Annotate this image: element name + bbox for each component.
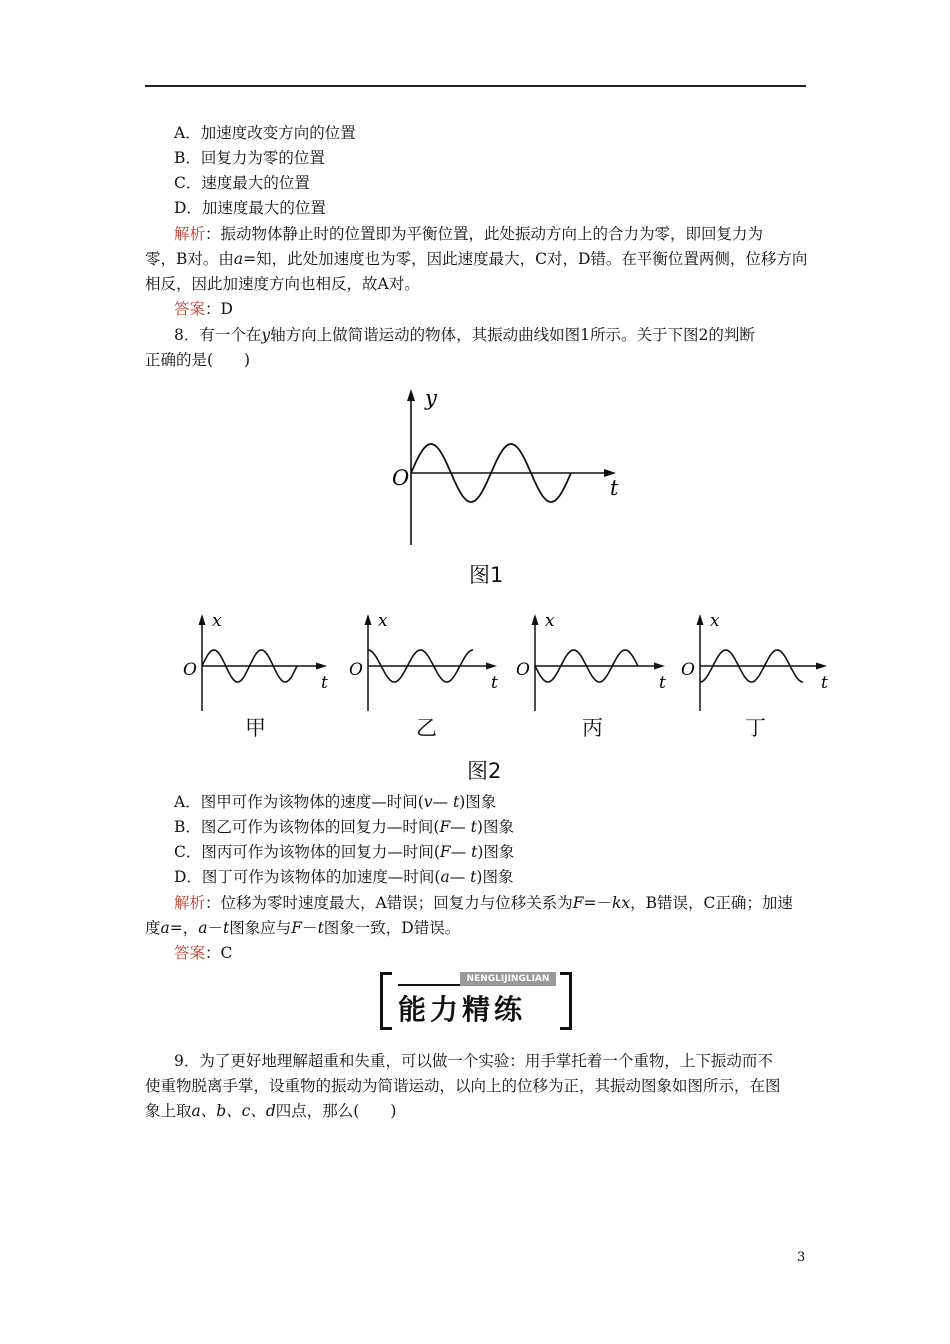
analysis-text: =，: [169, 919, 199, 937]
fig2-panel-jia: [183, 611, 328, 711]
analysis-text: －: [207, 919, 224, 937]
q9-line3: [145, 1101, 396, 1121]
analysis-text: ，B错误，C正确；加速: [630, 894, 793, 912]
var-a: a: [160, 919, 170, 937]
analysis-text: ：振动物体静止时的位置即为平衡位置，此处振动方向上的合力为零，即回复力为: [205, 225, 764, 243]
q8-analysis-line2: [145, 918, 460, 938]
answer-value: ：D: [205, 300, 233, 318]
fig1-x-label: t: [610, 476, 619, 500]
analysis-text: ：位移为零时速度最大，A错误；回复力与位移关系为: [205, 894, 573, 912]
fig2-panel-yi: [349, 611, 498, 711]
figure-1: [380, 385, 630, 550]
fig2-x-label: t: [821, 673, 828, 693]
option-text: —: [450, 818, 471, 836]
var-F: F: [572, 894, 584, 912]
q8-stem-line2: 正确的是( ): [145, 351, 251, 369]
analysis-text: 零，B对。由: [145, 250, 234, 268]
analysis-text: =知，此处加速度也为零，因此速度最大，C对，D错。在平衡位置两侧，位移方向: [243, 250, 808, 268]
option-text: )图象: [459, 793, 497, 811]
option-var: t: [452, 793, 460, 811]
q8-option-a: [174, 792, 496, 812]
fig2-x-arrow: [816, 663, 827, 670]
var-y: y: [261, 326, 271, 344]
header-rule: [145, 85, 806, 87]
page-number: 3: [797, 1250, 806, 1265]
q7-answer: [174, 299, 233, 319]
option-text: —: [449, 868, 471, 886]
fig2-y-label: x: [378, 611, 388, 631]
option-text: )图象: [476, 868, 514, 886]
analysis-label: 解析: [174, 225, 206, 243]
fig1-y-arrow: [407, 389, 415, 401]
analysis-text: 图象应与: [229, 919, 292, 937]
fig2-panel-name-ding: 丁: [745, 716, 766, 740]
answer-label: 答案: [174, 944, 206, 962]
answer-value: ：C: [205, 944, 233, 962]
q8-option-c: [174, 842, 514, 862]
banner-right-bracket: [560, 972, 572, 1030]
option-text: —: [450, 843, 472, 861]
fig2-x-arrow: [654, 663, 665, 670]
var-kx: kx: [611, 894, 631, 912]
fig2-panel-name-bing: 丙: [582, 716, 603, 740]
fig2-y-label: x: [212, 611, 222, 631]
q8-text: 8．有一个在: [174, 326, 262, 344]
fig2-caption: 图2: [467, 759, 502, 783]
var-t: t: [317, 919, 324, 937]
q9-vars: a、b、c、d: [191, 1102, 276, 1120]
analysis-label: 解析: [174, 894, 206, 912]
fig2-panel-bing: [516, 611, 666, 711]
q7-option-d: D．加速度最大的位置: [174, 199, 326, 217]
q7-analysis-line2: [145, 249, 807, 269]
fig2-x-label: t: [321, 673, 328, 693]
option-var: t: [470, 868, 477, 886]
fig2-y-label: x: [710, 611, 720, 631]
var-a: a: [198, 919, 208, 937]
var-a: a: [233, 250, 244, 268]
q8-text: 轴方向上做简谐运动的物体，其振动曲线如图1所示。关于下图2的判断: [270, 326, 755, 344]
fig2-panel-ding: [681, 611, 828, 711]
analysis-text: 度: [145, 919, 161, 937]
fig2-origin: O: [681, 660, 695, 680]
q7-option-b: B．回复力为零的位置: [174, 149, 325, 167]
option-text: C．图丙可作为该物体的回复力—时间(: [174, 843, 440, 861]
section-banner: [380, 968, 572, 1030]
option-var: F: [439, 818, 451, 836]
var-t: t: [223, 919, 230, 937]
option-var: a: [440, 868, 450, 886]
option-text: )图象: [476, 818, 514, 836]
q7-option-a: A．加速度改变方向的位置: [174, 124, 356, 142]
fig2-origin: O: [183, 660, 197, 680]
fig2-x-label: t: [659, 673, 666, 693]
q9-line1: 9．为了更好地理解超重和失重，可以做一个实验：用手掌托着一个重物，上下振动而不: [174, 1052, 773, 1070]
fig2-panel-name-yi: 乙: [416, 716, 437, 740]
banner-title: 能力精练: [398, 993, 527, 1026]
fig1-origin: O: [392, 466, 410, 490]
option-text: —: [432, 793, 453, 811]
fig2-x-label: t: [491, 673, 498, 693]
q8-stem-line1: [174, 325, 755, 345]
fig1-caption: 图1: [469, 563, 504, 587]
fig2-x-arrow: [316, 663, 327, 670]
q7-option-c: C．速度最大的位置: [174, 174, 310, 192]
q7-analysis-line1: [174, 224, 763, 244]
q9-text: 四点，那么( ): [275, 1102, 397, 1120]
option-var: F: [439, 843, 451, 861]
analysis-text: 图象一致，D错误。: [323, 919, 461, 937]
q8-analysis-line1: [174, 893, 793, 913]
option-text: B．图乙可作为该物体的回复力—时间(: [174, 818, 440, 836]
option-text: )图象: [477, 843, 515, 861]
q8-option-d: [174, 867, 513, 887]
fig2-x-arrow: [486, 663, 497, 670]
analysis-text: =－: [583, 894, 612, 912]
option-var: t: [471, 843, 478, 861]
fig2-origin: O: [349, 660, 363, 680]
fig2-y-label: x: [545, 611, 555, 631]
q7-analysis-line3: 相反，因此加速度方向也相反，故A对。: [145, 275, 420, 293]
option-var: v: [423, 793, 433, 811]
fig2-y-arrow: [697, 614, 704, 625]
q9-text: 象上取: [145, 1102, 192, 1120]
fig2-y-arrow: [532, 614, 539, 625]
fig2-origin: O: [516, 660, 530, 680]
var-F: F: [291, 919, 303, 937]
banner-left-bracket: [380, 972, 392, 1030]
q9-line2: 使重物脱离手掌，设重物的振动为简谐运动，以向上的位移为正，其振动图象如图所示，在图: [145, 1077, 781, 1095]
fig2-y-arrow: [199, 614, 206, 625]
q8-answer: [174, 943, 232, 963]
fig1-y-label: y: [425, 386, 437, 410]
option-var: t: [470, 818, 477, 836]
analysis-text: －: [302, 919, 318, 937]
fig2-y-arrow: [365, 614, 372, 625]
fig2-panel-name-jia: 甲: [245, 716, 266, 740]
banner-pinyin: NENGLIJINGLIAN: [460, 972, 556, 986]
q8-option-b: [174, 817, 514, 837]
answer-label: 答案: [174, 300, 206, 318]
option-text: D．图丁可作为该物体的加速度—时间(: [174, 868, 441, 886]
option-text: A．图甲可作为该物体的速度—时间(: [174, 793, 424, 811]
